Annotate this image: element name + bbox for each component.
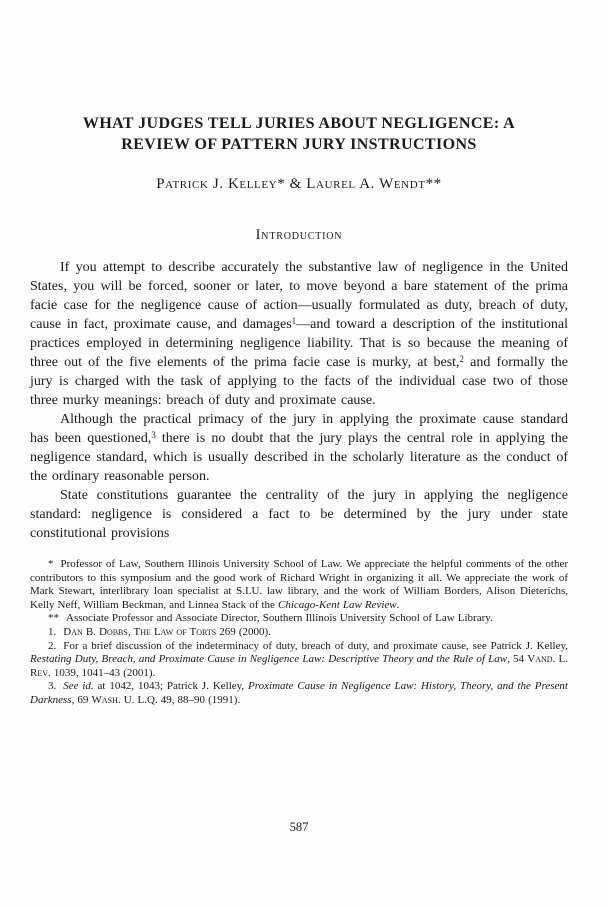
footnote-text: Professor of Law, Southern Illinois University School of Law. We appreciate the helpful comments of the other contributors to this symposium and the good work of Richard Wright in organizing it all. We appreciate the work of Mark Stewart, interlibrary loan specialist at S.I.U. law library, and the work of William Borders, Alison Dieterichs, Kelly Neff, William Beckman, and Linnea Stack of the Chicago-Kent Law Review. [30,558,568,611]
footnote-marker: 2. [48,639,57,652]
footnote-marker: ** [48,612,59,625]
body-paragraph-1: If you attempt to describe accurately the substantive law of negligence in the United States, you will be forced, sooner or later, to move beyond a bare statement of the prima facie case for the negligence cause of action—usually formulated as duty, breach of duty, cause in fact, proximate cause, and damages$^1$—and toward a description of the institutional practices employed in determining negligence liability. That is so because the meaning of three out of the five elements of the prima facie case is murky, at best,$^2$ and formally the jury is charged with the task of applying to the facts of the individual case two of those three murky meanings: breach of duty and proximate cause. [30,260,568,408]
article-body [30,258,568,543]
footnote-star [30,558,568,612]
footnote-text: Associate Professor and Associate Director, Southern Illinois University School of Law Library. [66,612,493,625]
footnote-marker: 1. [48,625,57,638]
article-title [30,113,568,155]
body-paragraph-3: State constitutions guarantee the centrality of the jury in applying the negligence standard: negligence is considered a fact to be determined by the jury under state constitutional provisions [30,488,568,541]
footnote-2 [30,640,568,681]
body-paragraph-2: Although the practical primacy of the jury in applying the proximate cause standard has been questioned,$^3$ there is no doubt that the jury plays the central role in applying the negligence standard, which is usually described in the scholarly literature as the conduct of the ordinary reasonable person. [30,412,568,484]
article-title-line-1: WHAT JUDGES TELL JURIES ABOUT NEGLIGENCE: A [82,115,516,132]
article-title-line-2: REVIEW OF PATTERN JURY INSTRUCTIONS [121,136,477,153]
article-authors: Patrick J. Kelley* & Laurel A. Wendt** [156,176,442,192]
footnote-text: Dan B. Dobbs, The Law of Torts 269 (2000). [63,625,271,638]
page-number: 587 [289,820,309,834]
footnote-marker: * [48,558,54,570]
page-content [30,0,568,708]
footnote-double-star [30,612,568,626]
footnote-text: See id. at 1042, 1043; Patrick J. Kelley, Proximate Cause in Negligence Law: History, Theory, and the Present Darkness, 69 Wash. U. L.Q. 49, 88–90 (1991). [30,680,568,706]
footnote-3 [30,680,568,707]
footnote-text: For a brief discussion of the indeterminacy of duty, breach of duty, and proximate cause, see Patrick J. Kelley, Restating Duty, Breach, and Proximate Cause in Negligence Law: Descriptive Theory and the Rule of Law, 54 Vand. L. Rev. 1039, 1041–43 (2001). [30,639,568,679]
footnote-1 [30,626,568,640]
footnotes-section [30,558,568,708]
footnote-marker: 3. [48,680,57,693]
section-heading-introduction: Introduction [255,227,343,243]
